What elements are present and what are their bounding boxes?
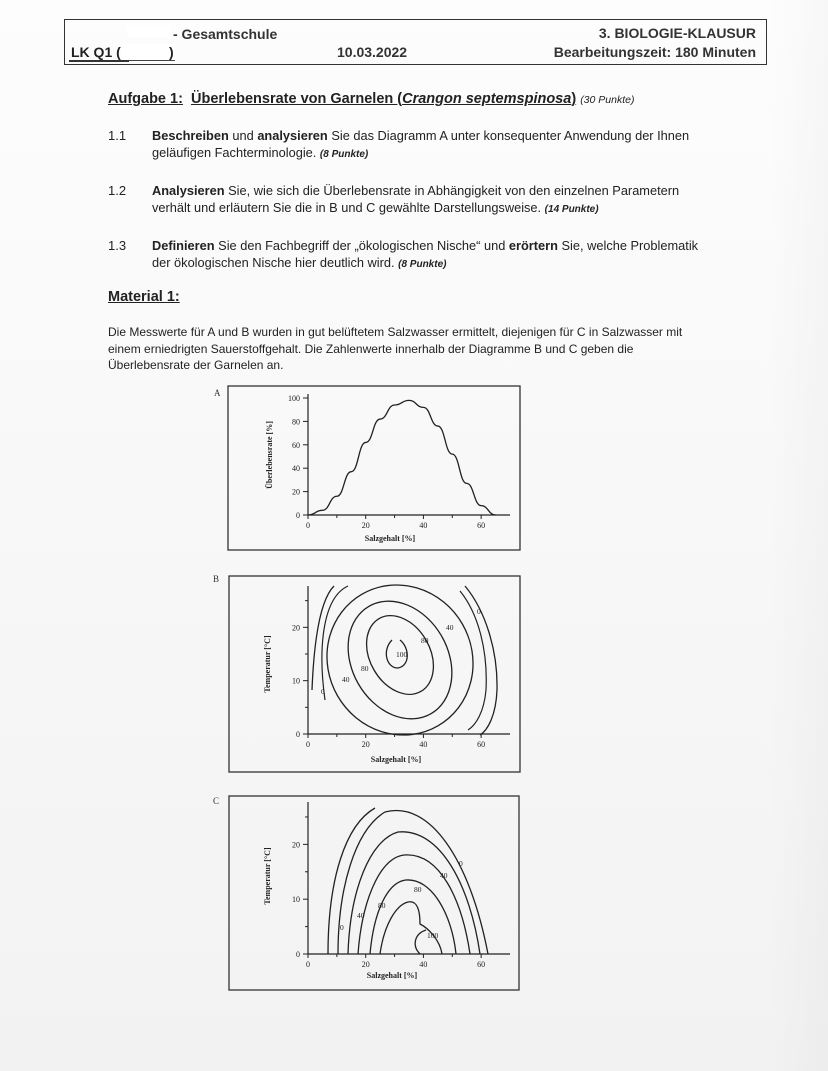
school-name: - Gesamtschule	[173, 26, 278, 42]
survival-curve	[308, 400, 496, 515]
item-points: (8 Punkte)	[398, 259, 447, 270]
panel-label-b: B	[213, 574, 220, 584]
item-number: 1.1	[108, 128, 127, 143]
contour-c-80	[380, 902, 442, 954]
contour-label-b-80-a: 80	[421, 636, 429, 645]
item-points: (8 Punkte)	[319, 149, 369, 160]
y-tick-label: 0	[296, 950, 300, 959]
x-tick-label: 0	[306, 960, 310, 969]
x-tick-label: 40	[419, 740, 428, 749]
contour-label-c-100: 100	[427, 931, 439, 940]
x-axis-label: Salzgehalt [%]	[366, 971, 418, 980]
exam-date: 10.03.2022	[337, 44, 408, 60]
y-tick-label: 20	[292, 623, 300, 633]
y-tick-label: 20	[292, 840, 300, 850]
species-name: Crangon septemspinosa	[402, 91, 572, 107]
y-tick-label: 20	[292, 487, 300, 497]
contour-label-b-80-b: 80	[361, 664, 369, 673]
contour-label-c-0-b: 0	[340, 923, 344, 932]
x-axis-label: Salzgehalt [%]	[364, 534, 416, 543]
y-tick-label: 10	[292, 676, 300, 686]
y-tick-label: 80	[292, 417, 300, 427]
material-title: Material 1:	[108, 289, 180, 305]
contour-c-60	[370, 880, 456, 954]
item-body-2: Sie, welche Problematik der ökologischen Nische hier deutlich wird.	[152, 238, 699, 270]
x-axis-label: Salzgehalt [%]	[370, 755, 422, 764]
operator-verb: Definieren	[152, 238, 215, 253]
item-number: 1.3	[108, 238, 127, 253]
panel-label-a: A	[214, 388, 221, 398]
item-body-1: Sie den Fachbegriff der „ökologischen Nische“ und	[218, 238, 506, 253]
contour-label-b-0-a: 0	[477, 607, 481, 616]
x-tick-label: 0	[306, 740, 310, 749]
y-tick-label: 40	[292, 464, 300, 474]
item-points: (14 Punkte)	[544, 204, 599, 215]
contour-label-c-80-b: 80	[378, 901, 386, 910]
contour-label-c-40-a: 40	[440, 871, 448, 880]
contour-label-c-40-b: 40	[357, 911, 365, 920]
contour-label-c-80-a: 80	[414, 885, 422, 894]
course-bracket: )	[169, 44, 174, 60]
x-tick-label: 40	[419, 960, 428, 969]
contour-b-40	[300, 558, 501, 762]
contour-label-c-0-a: 0	[459, 859, 463, 868]
contour-label-b-0-b: 0	[321, 687, 325, 696]
operator-verb: Beschreiben	[152, 128, 229, 143]
contour-c-100	[415, 930, 426, 954]
task-points: (30 Punkte)	[580, 94, 635, 106]
x-tick-label: 20	[361, 521, 370, 530]
y-tick-label: 10	[292, 895, 300, 905]
x-tick-label: 20	[361, 960, 370, 969]
contour-label-b-40-a: 40	[446, 623, 454, 632]
item-conj: und	[232, 128, 254, 143]
exam-duration: Bearbeitungszeit: 180 Minuten	[553, 44, 756, 60]
y-axis-label: Temperatur [°C]	[263, 635, 272, 693]
material-text: Die Messwerte für A und B wurden in gut belüftetem Salzwasser ermittelt, diejenigen für C in Salzwasser mit einem erniedrigten Sauerstoffgehalt. Die Zahlenwerte innerhalb der Diagramme B und C geben die Überlebensrate der Garnelen an.	[108, 325, 683, 372]
item-body: Sie, wie sich die Überlebensrate in Abhängigkeit von den einzelnen Parametern verhält und erläutern Sie die in B und C gewählte Darstellungsweise.	[152, 183, 680, 215]
contour-c-outer-1	[328, 808, 375, 954]
chart-b	[263, 558, 510, 764]
contour-label-b-100: 100	[396, 650, 408, 659]
task-label: Aufgabe 1:	[108, 91, 183, 107]
y-tick-label: 60	[292, 440, 300, 450]
chart-c-frame	[229, 796, 519, 990]
y-axis-label: Temperatur [°C]	[263, 847, 272, 905]
operator-verb-2: analysieren	[257, 128, 328, 143]
contour-b-60	[327, 582, 472, 737]
task-heading-text: Überlebensrate von Garnelen (	[190, 91, 403, 107]
course-name: LK Q1 (	[71, 44, 121, 60]
y-axis-label: Überlebensrate [%]	[265, 421, 274, 489]
x-tick-label: 40	[419, 521, 428, 530]
y-tick-label: 0	[296, 730, 300, 739]
operator-verb: Analysieren	[152, 183, 225, 198]
contour-label-b-40-b: 40	[342, 675, 350, 684]
operator-verb-2: erörtern	[508, 238, 558, 253]
item-body: Sie das Diagramm A unter konsequenter Anwendung der Ihnen geläufigen Fachterminologie.	[152, 128, 690, 160]
y-tick-label: 100	[288, 394, 300, 403]
exam-title: 3. BIOLOGIE-KLAUSUR	[598, 25, 756, 41]
chart-a	[265, 394, 510, 543]
x-tick-label: 60	[477, 960, 486, 969]
x-tick-label: 20	[361, 740, 370, 749]
x-tick-label: 60	[477, 521, 486, 530]
x-tick-label: 0	[306, 521, 310, 530]
task-heading-end: )	[571, 91, 577, 107]
chart-c	[263, 802, 510, 980]
y-tick-label: 0	[296, 511, 300, 520]
panel-label-c: C	[213, 796, 220, 806]
x-tick-label: 60	[477, 740, 486, 749]
item-number: 1.2	[108, 183, 127, 198]
